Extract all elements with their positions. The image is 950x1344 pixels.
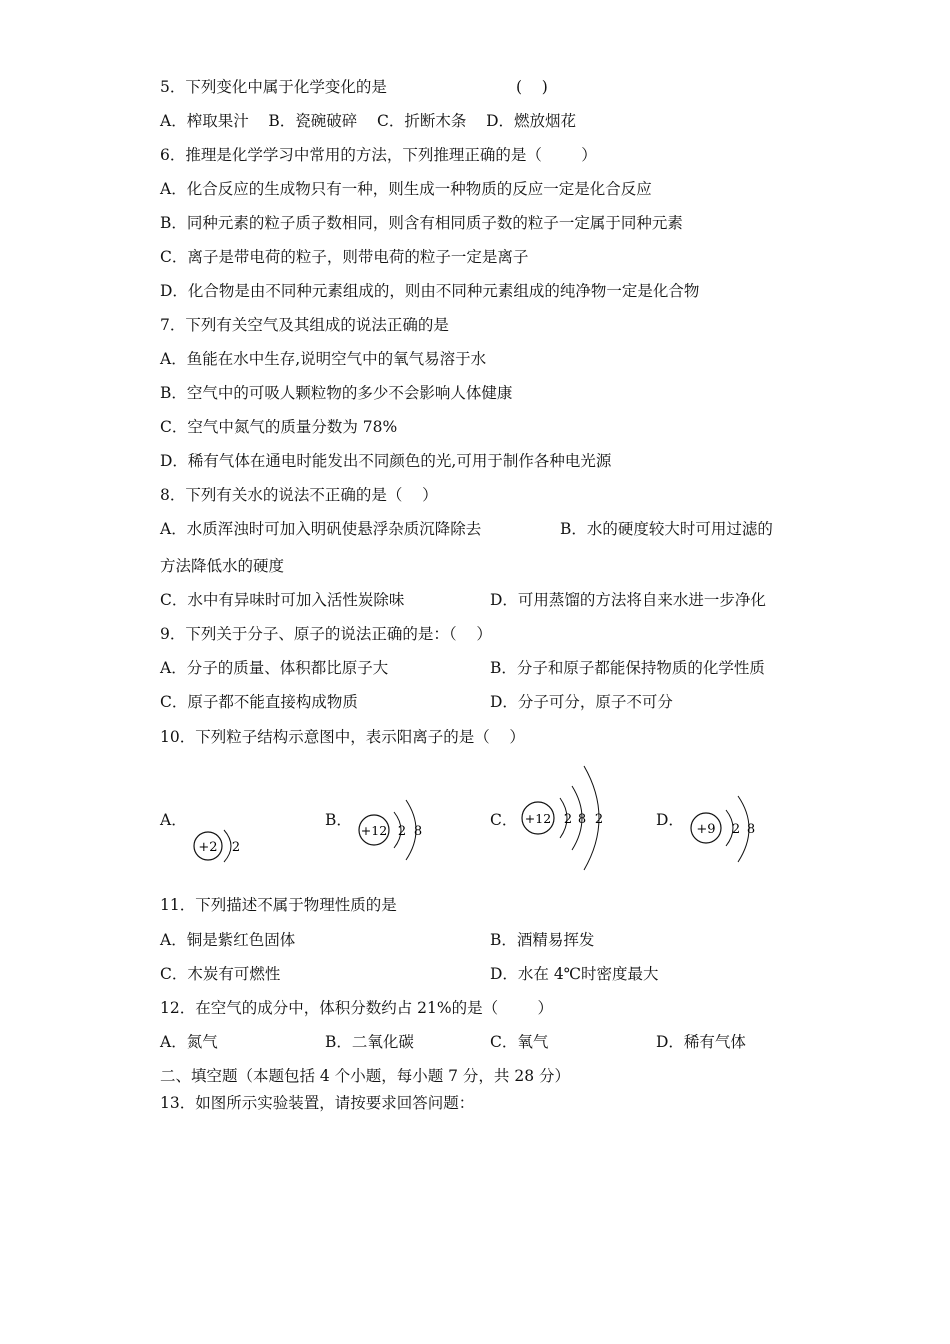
- q5-answer-paren: ( ): [516, 78, 548, 96]
- atom-c-shell-2: 8: [577, 812, 587, 827]
- q6-option-d: D．化合物是由不同种元素组成的，则由不同种元素组成的纯净物一定是化合物: [160, 282, 700, 300]
- atom-c-nucleus: +12: [524, 811, 552, 826]
- q11-stem: 11．下列描述不属于物理性质的是: [160, 896, 397, 914]
- q10-stem: 10．下列粒子结构示意图中，表示阳离子的是（ ）: [160, 728, 525, 746]
- q12-option-a: A．氮气: [160, 1033, 218, 1051]
- atom-diagram-a: [188, 808, 258, 870]
- q8-option-d: D．可用蒸馏的方法将自来水进一步净化: [490, 591, 766, 609]
- q7-option-b: B．空气中的可吸人颗粒物的多少不会影响人体健康: [160, 384, 513, 402]
- q11-option-d: D．水在 4℃时密度最大: [490, 965, 659, 983]
- atom-d-shell-1: 2: [731, 822, 741, 837]
- atom-diagram-d: [686, 784, 766, 870]
- q7-option-d: D．稀有气体在通电时能发出不同颜色的光,可用于制作各种电光源: [160, 452, 612, 470]
- q8-option-c: C．水中有异味时可加入活性炭除味: [160, 591, 405, 609]
- atom-a-nucleus: +2: [198, 840, 218, 855]
- q6-option-b: B．同种元素的粒子质子数相同，则含有相同质子数的粒子一定属于同种元素: [160, 214, 683, 232]
- q8-option-a: A．水质浑浊时可加入明矾使悬浮杂质沉降除去: [160, 520, 482, 538]
- atom-b-shell-2: 8: [413, 824, 423, 839]
- q6-option-a: A．化合反应的生成物只有一种，则生成一种物质的反应一定是化合反应: [160, 180, 652, 198]
- q6-option-c: C．离子是带电荷的粒子，则带电荷的粒子一定是离子: [160, 248, 529, 266]
- q9-option-a: A．分子的质量、体积都比原子大: [160, 659, 389, 677]
- q9-stem: 9．下列关于分子、原子的说法正确的是：（ ）: [160, 625, 492, 643]
- atom-d-shell-2: 8: [746, 822, 756, 837]
- q11-option-b: B．酒精易挥发: [490, 931, 595, 949]
- q9-option-c: C．原子都不能直接构成物质: [160, 693, 358, 711]
- q12-stem: 12．在空气的成分中，体积分数约占 21%的是（ ）: [160, 999, 554, 1017]
- q12-option-b: B．二氧化碳: [325, 1033, 414, 1051]
- q13-stem: 13．如图所示实验装置，请按要求回答问题：: [160, 1094, 475, 1112]
- q9-option-b: B．分子和原子都能保持物质的化学性质: [490, 659, 765, 677]
- section-2-heading: 二、填空题（本题包括 4 个小题，每小题 7 分，共 28 分）: [160, 1067, 571, 1085]
- q9-option-d: D．分子可分，原子不可分: [490, 693, 673, 711]
- atom-diagram-c: [516, 760, 626, 872]
- q10-option-a-label: A．: [160, 811, 187, 829]
- atom-a-shell-1: 2: [231, 840, 241, 855]
- q7-stem: 7．下列有关空气及其组成的说法正确的是: [160, 316, 449, 334]
- q10-option-b-label: B．: [325, 811, 352, 829]
- atom-c-shell-1: 2: [563, 812, 573, 827]
- q11-option-a: A．铜是紫红色固体: [160, 931, 296, 949]
- atom-diagram-b: [352, 786, 432, 870]
- atom-d-nucleus: +9: [696, 822, 716, 837]
- atom-b-shell-1: 2: [397, 824, 407, 839]
- q5-stem: 5．下列变化中属于化学变化的是: [160, 78, 387, 96]
- q7-option-a: A．鱼能在水中生存,说明空气中的氧气易溶于水: [160, 350, 487, 368]
- q12-option-d: D．稀有气体: [656, 1033, 746, 1051]
- q10-option-d-label: D．: [656, 811, 684, 829]
- q8-stem: 8．下列有关水的说法不正确的是（ ）: [160, 486, 438, 504]
- q6-stem: 6．推理是化学学习中常用的方法，下列推理正确的是（ ）: [160, 146, 597, 164]
- q11-option-c: C．木炭有可燃性: [160, 965, 281, 983]
- q12-option-c: C．氧气: [490, 1033, 549, 1051]
- q8-option-b: B．水的硬度较大时可用过滤的: [560, 520, 773, 538]
- q7-option-c: C．空气中氮气的质量分数为 78%: [160, 418, 398, 436]
- atom-b-nucleus: +12: [360, 823, 388, 838]
- q8-option-b-continued: 方法降低水的硬度: [160, 557, 285, 575]
- q5-options: A．榨取果汁 B．瓷碗破碎 C．折断木条 D．燃放烟花: [160, 112, 576, 130]
- q10-option-c-label: C．: [490, 811, 518, 829]
- atom-c-shell-3: 2: [594, 812, 604, 827]
